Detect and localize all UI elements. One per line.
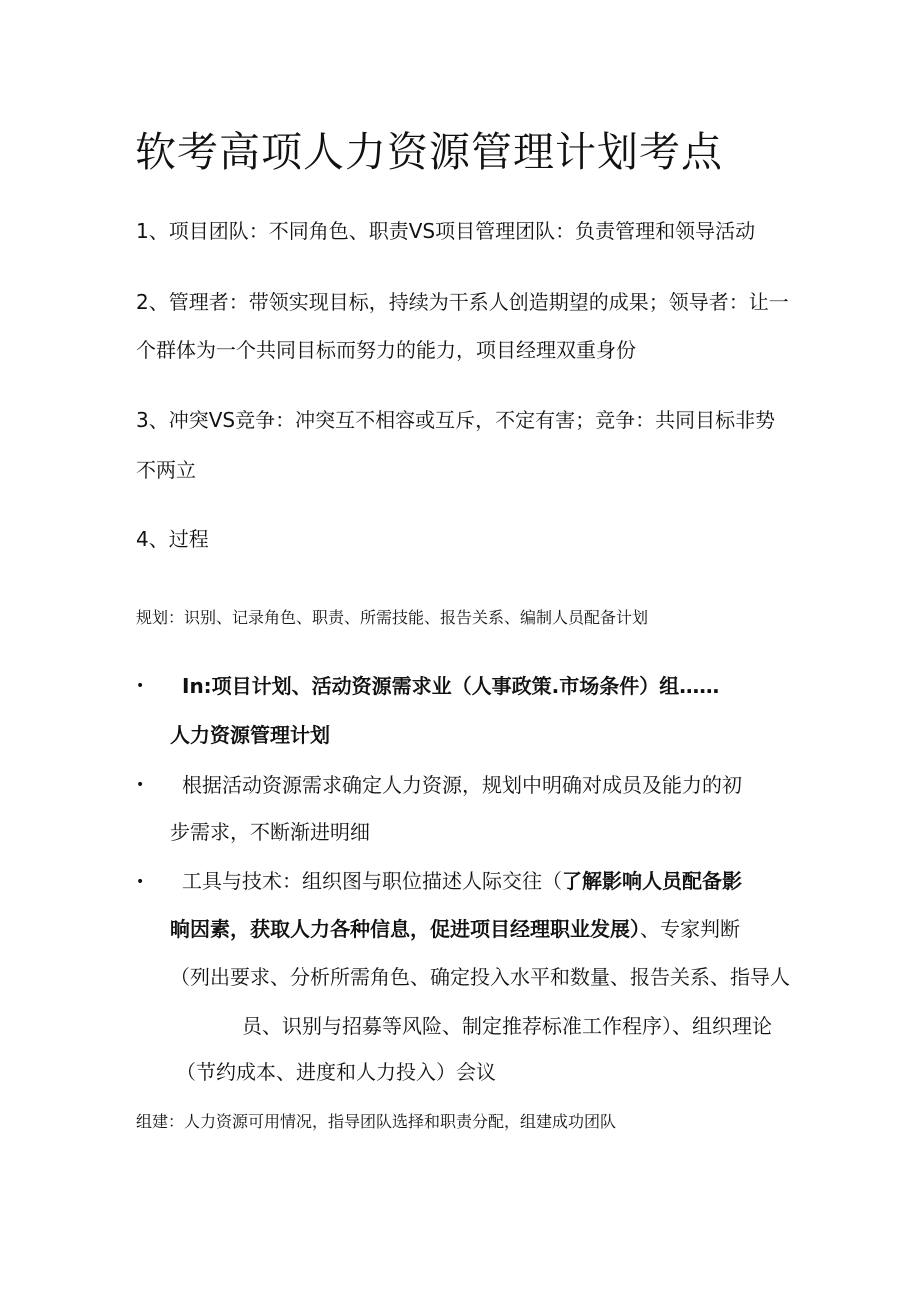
point-2-line-1: 2、管理者：带领实现目标，持续为干系人创造期望的成果；领导者：让一 (136, 290, 789, 314)
bullet-3-line-4: 员、识别与招募等风险、制定推荐标准工作程序）、组织理论 (242, 1014, 772, 1038)
bullet-3-tools-text: 工具与技术：组织图与职位描述人际交往（ (182, 869, 562, 893)
bullet-marker-1: • (136, 678, 145, 694)
bullet-marker-3: • (136, 874, 145, 890)
bullet-marker-2: • (136, 777, 145, 793)
bullet-1-line-1: In:项目计划、活动资源需求业（人事政策.市场条件）组…… (182, 674, 720, 698)
bullet-3-line-5: （节约成本、进度和人力投入）会议 (176, 1060, 496, 1084)
point-3-line-2: 不两立 (136, 458, 196, 482)
planning-heading: 规划：识别、记录角色、职责、所需技能、报告关系、编制人员配备计划 (136, 608, 649, 627)
bullet-3-line-1 (182, 867, 742, 895)
bullet-2-line-1: 根据活动资源需求确定人力资源，规划中明确对成员及能力的初 (182, 773, 742, 797)
build-text: 组建：人力资源可用情况，指导团队选择和职责分配，组建成功团队 (136, 1112, 617, 1131)
bullet-3-expert-judgment: 、专家判断 (640, 917, 740, 941)
bullet-3-line-2 (170, 915, 740, 943)
bullet-2-line-2: 步需求，不断渐进明细 (170, 820, 370, 844)
point-3-line-1: 3、冲突VS竞争：冲突互不相容或互斥，不定有害；竞争：共同目标非势 (136, 408, 776, 432)
point-1-text: 1、项目团队：不同角色、职责VS项目管理团队：负责管理和领导活动 (136, 219, 756, 243)
document-title: 软考高项人力资源管理计划考点 (135, 128, 723, 176)
bullet-3-emphasis-start: 了解影响人员配备影 (562, 869, 742, 893)
point-4-text: 4、过程 (136, 527, 209, 551)
bullet-1-line-2: 人力资源管理计划 (170, 723, 330, 747)
bullet-3-line-3: （列出要求、分析所需角色、确定投入水平和数量、报告关系、指导人 (170, 965, 790, 989)
bullet-3-emphasis-end: 晌因素，获取人力各种信息，促进项目经理职业发展） (170, 917, 640, 941)
point-2-line-2: 个群体为一个共同目标而努力的能力，项目经理双重身份 (136, 338, 636, 362)
